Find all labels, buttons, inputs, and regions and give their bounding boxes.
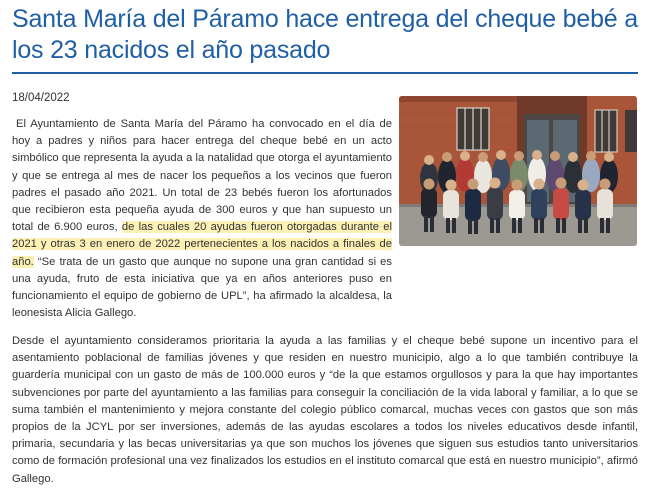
paragraph-1-text: El Ayuntamiento de Santa María del Páramo ha convocado en el día de hoy a padres y niños para hacer entrega del cheque bebé en un acto simbólico que representa la ayuda a la natalidad que otorga el ayuntamiento y que se entrega al mes de nacer los pequeños a los vecinos que fueron padres el pasado año 2021. Un total de 23 bebés fueron los afortunados que recibieron esta pequeña ayuda de 300 euros y que han supuesto un total de 6.900 euros, bbox=[12, 118, 392, 234]
title-divider bbox=[12, 72, 638, 74]
article-paragraph-1 bbox=[12, 116, 392, 322]
article-title: Santa María del Páramo hace entrega del cheque bebé a los 23 nacidos el año pasado bbox=[12, 5, 638, 64]
paragraph-1-quote: “Se trata de un gasto que aunque no supone una gran cantidad si es una ayuda, fruto de esta iniciativa que ya en años anteriores puso en funcionamiento el equipo de gobierno de UPL”, ha afirmado la alcaldesa, la leonesista Alicia Gallego. bbox=[12, 255, 392, 320]
article-paragraph-2: Desde el ayuntamiento consideramos prioritaria la ayuda a las familias y el cheque bebé supone un incentivo para el asentamiento poblacional de familias jóvenes y que residen en nuestro municipio, algo a lo que también contribuye la guardería municipal con un gasto de más de 100.000 euros y “de la que estamos orgullosos y para la que hay importantes subvenciones por parte del ayuntamiento a las familias para conseguir la conciliación de la vida laboral y familiar, a lo que se suma también el mantenimiento y mejora constante del colegio público comarcal, muchas veces con gastos que son más propios de la JCYL por ser inversiones, además de las ayudas escolares a todos los niveles educativos desde infantil, primaria, secundaria y las becas universitarias ya que son muchos los jóvenes que siguen sus estudios tanto universitarios como de formación profesional una vez finalizados los estudios en el instituto comarcal que está en nuestro municipio”, afirmó Gallego. bbox=[12, 335, 638, 485]
group-photo-image bbox=[399, 96, 637, 246]
highlighted-text: de las cuales 20 ayudas fueron otorgadas durante el 2021 y otras 3 en enero de 2022 pertenecientes a los nacidos a finales de año. bbox=[12, 221, 392, 268]
article-date: 18/04/2022 bbox=[12, 92, 70, 104]
article-photo bbox=[399, 96, 637, 246]
